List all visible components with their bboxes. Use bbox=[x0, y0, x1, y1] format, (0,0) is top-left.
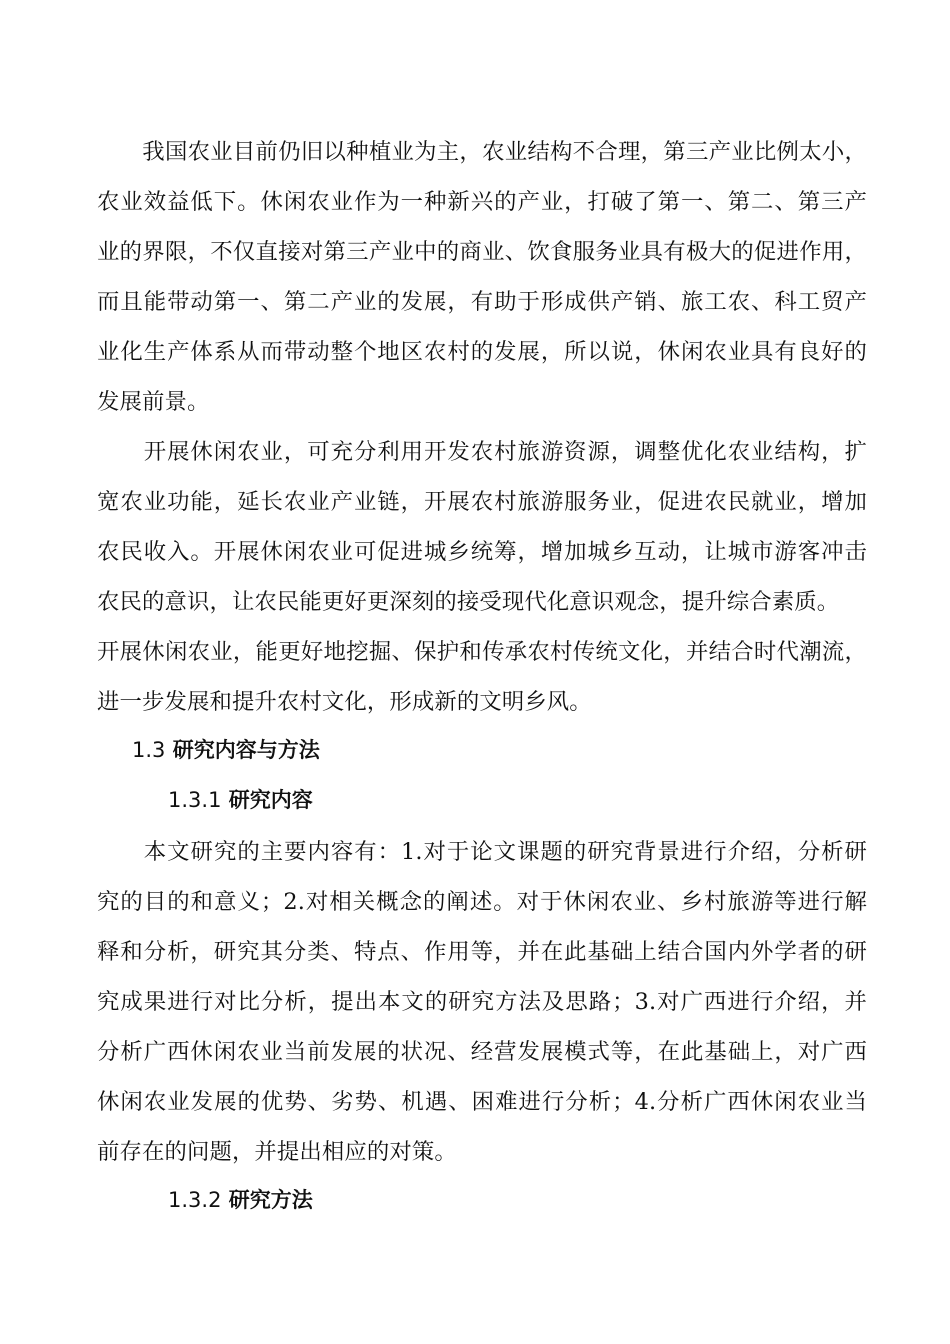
section-title: 研究方法 bbox=[228, 1188, 313, 1212]
paragraph-1-line-3: 业的界限，不仅直接对第三产业中的商业、饮食服务业具有极大的促进作用， bbox=[97, 239, 867, 265]
paragraph-3-line-1: 本文研究的主要内容有：1.对于论文课题的研究背景进行介绍，分析研 bbox=[97, 839, 867, 865]
section-title: 研究内容 bbox=[228, 788, 313, 812]
section-number: 1.3 bbox=[132, 738, 166, 762]
section-title: 研究内容与方法 bbox=[172, 738, 320, 762]
section-heading-1-3-2 bbox=[168, 1181, 313, 1219]
paragraph-2-line-2: 宽农业功能，延长农业产业链，开展农村旅游服务业，促进农民就业，增加 bbox=[97, 489, 867, 515]
paragraph-3-line-7: 前存在的问题，并提出相应的对策。 bbox=[97, 1139, 457, 1165]
paragraph-1-line-5: 业化生产体系从而带动整个地区农村的发展，所以说，休闲农业具有良好的 bbox=[97, 339, 867, 365]
paragraph-2-line-1: 开展休闲农业，可充分利用开发农村旅游资源，调整优化农业结构，扩 bbox=[97, 439, 867, 465]
paragraph-1-line-2: 农业效益低下。休闲农业作为一种新兴的产业，打破了第一、第二、第三产 bbox=[97, 189, 867, 215]
paragraph-3-line-2: 究的目的和意义；2.对相关概念的阐述。对于休闲农业、乡村旅游等进行解 bbox=[97, 889, 867, 915]
section-number: 1.3.2 bbox=[168, 1188, 222, 1212]
section-number: 1.3.1 bbox=[168, 788, 222, 812]
paragraph-2-line-6: 进一步发展和提升农村文化，形成新的文明乡风。 bbox=[97, 689, 592, 715]
paragraph-2-line-3: 农民收入。开展休闲农业可促进城乡统筹，增加城乡互动，让城市游客冲击 bbox=[97, 539, 867, 565]
section-heading-1-3-1 bbox=[168, 781, 313, 819]
paragraph-3-line-6: 休闲农业发展的优势、劣势、机遇、困难进行分析；4.分析广西休闲农业当 bbox=[97, 1089, 867, 1115]
paragraph-2-line-4: 农民的意识，让农民能更好更深刻的接受现代化意识观念，提升综合素质。 bbox=[97, 589, 840, 615]
paragraph-3-line-4: 究成果进行对比分析，提出本文的研究方法及思路；3.对广西进行介绍，并 bbox=[97, 989, 867, 1015]
paragraph-3-line-5: 分析广西休闲农业当前发展的状况、经营发展模式等，在此基础上，对广西 bbox=[97, 1039, 867, 1065]
paragraph-3-line-3: 释和分析，研究其分类、特点、作用等，并在此基础上结合国内外学者的研 bbox=[97, 939, 867, 965]
paragraph-1-line-6: 发展前景。 bbox=[97, 389, 210, 415]
section-heading-1-3 bbox=[132, 731, 320, 769]
paragraph-2-line-5: 开展休闲农业，能更好地挖掘、保护和传承农村传统文化，并结合时代潮流， bbox=[97, 639, 867, 665]
paragraph-1-line-4: 而且能带动第一、第二产业的发展，有助于形成供产销、旅工农、科工贸产 bbox=[97, 289, 867, 315]
paragraph-1-line-1: 我国农业目前仍旧以种植业为主，农业结构不合理，第三产业比例太小， bbox=[97, 139, 867, 165]
